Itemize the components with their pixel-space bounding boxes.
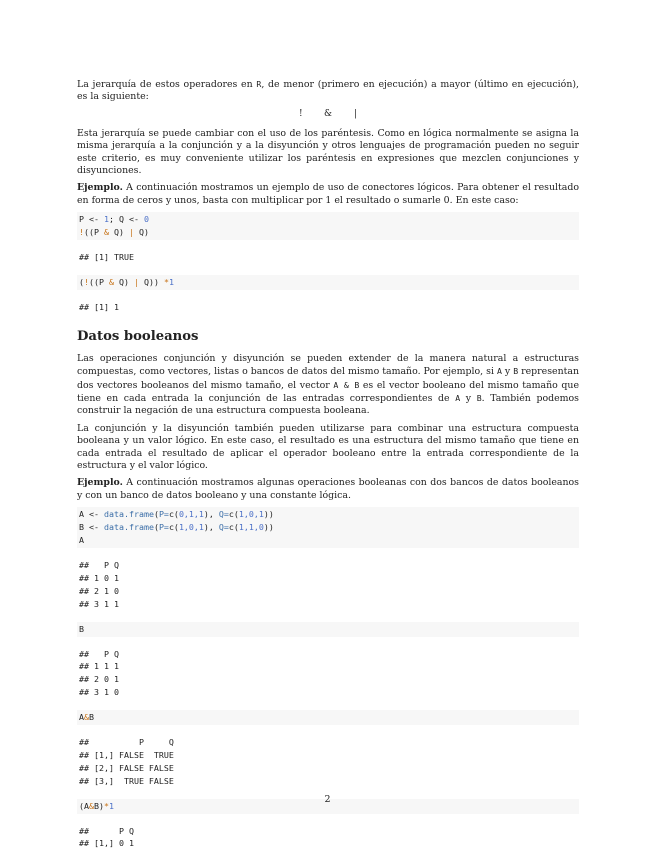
operator-or: | xyxy=(354,108,358,119)
paragraph-parentheses: Esta jerarquía se puede cambiar con el uso de los paréntesis. Como en lógica normalmente se asigna la misma jerarquía a la conjunción y a la disyunción y otros lenguajes de programación pueden no seguir este criterio, es muy conveniente utilizar los paréntesis en expresiones que mezclen conjunciones y disyunciones. xyxy=(77,127,579,177)
output-block-6: ## P Q ## [1,] 0 1 xyxy=(79,825,134,849)
code-block-2: (!((P & Q) | Q)) *1 xyxy=(77,275,579,290)
output-block-5: ## P Q ## [1,] FALSE TRUE ## [2,] FALSE FALSE ## [3,] TRUE FALSE xyxy=(79,737,174,786)
code-block-4: B xyxy=(77,622,579,637)
paragraph-logical-value: La conjunción y la disyunción también pueden utilizarse para combinar una estructura compuesta booleana y un valor lógico. En este caso, el resultado es una estructura del mismo tamaño que tiene en cada entrada el resultado de aplicar el operador booleano entre la entrada correspondiente de la estructura y el valor lógico. xyxy=(77,422,579,472)
code-block-3: A <- data.frame(P=c(0,1,1), Q=c(1,0,1)) B <- data.frame(P=c(1,0,1), Q=c(1,1,0)) A xyxy=(77,507,579,548)
code-block-5: A&B xyxy=(77,710,579,725)
code-block-6: (A&B)*1 xyxy=(77,799,579,814)
output-block-2: ## [1] 1 xyxy=(79,301,119,312)
operator-and: & xyxy=(324,108,333,119)
output-block-4: ## P Q ## 1 1 1 ## 2 0 1 ## 3 1 0 xyxy=(79,648,119,698)
paragraph-hierarchy: La jerarquía de estos operadores en R, de menor (primero en ejecución) a mayor (último en ejecución), es la siguiente: xyxy=(77,79,579,103)
output-block-1: ## [1] TRUE xyxy=(79,252,134,263)
code-block-1: P <- 1; Q <- 0 !((P & Q) | Q) xyxy=(77,212,579,240)
page-number: 2 xyxy=(324,794,331,805)
paragraph-example-2: Ejemplo. A continuación mostramos algunas operaciones booleanas con dos bancos de datos booleanos y con un banco de datos booleano y una constante lógica. xyxy=(77,477,579,501)
document-page xyxy=(77,78,579,861)
output-block-3: ## P Q ## 1 0 1 ## 2 1 0 ## 3 1 1 xyxy=(79,559,119,609)
paragraph-compound: Las operaciones conjunción y disyunción se pueden extender de la manera natural a estructuras compuestas, como vectores, listas o bancos de datos del mismo tamaño. Por ejemplo, si A y B representan dos vectores booleanos del mismo tamaño, el vector A & B es el vector booleano del mismo tamaño que tiene en cada entrada la conjunción de las entradas correspondientes de A y B. También podemos construir la negación de una estructura compuesta booleana. xyxy=(77,352,579,417)
section-title: Datos booleanos xyxy=(77,328,199,344)
operator-list xyxy=(77,109,579,122)
operator-not: ! xyxy=(299,108,303,119)
paragraph-example-1: Ejemplo. A continuación mostramos un ejemplo de uso de conectores lógicos. Para obtener el resultado en forma de ceros y unos, basta con multiplicar por 1 el resultado o sumarle 0. En este caso: xyxy=(77,182,579,206)
